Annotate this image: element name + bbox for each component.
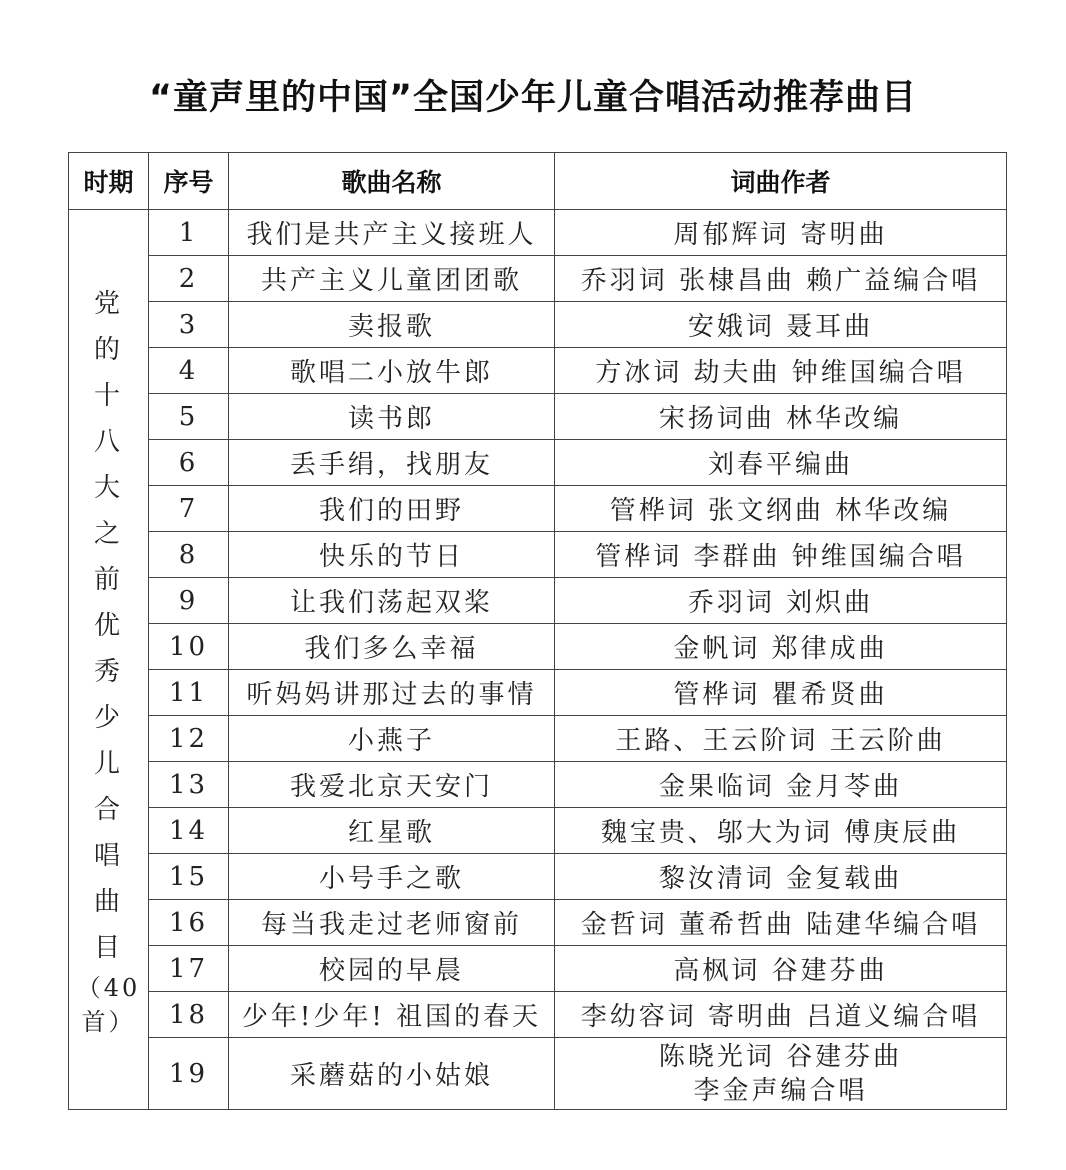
song-title: 卖报歌	[229, 302, 555, 348]
table-row	[69, 992, 1007, 1038]
row-number: 4	[149, 348, 229, 394]
row-number: 5	[149, 394, 229, 440]
song-author: 李幼容词 寄明曲 吕道义编合唱	[555, 992, 1007, 1038]
row-number: 1	[149, 210, 229, 256]
table-row	[69, 762, 1007, 808]
period-char: 优	[93, 610, 123, 641]
song-author: 金哲词 董希哲曲 陆建华编合唱	[555, 900, 1007, 946]
author-line: 陈晓光词 谷建芬曲	[658, 1041, 903, 1072]
row-number: 14	[149, 808, 229, 854]
header-number: 序号	[149, 153, 229, 210]
row-number: 9	[149, 578, 229, 624]
header-period: 时期	[69, 153, 149, 210]
song-author: 金果临词 金月苓曲	[555, 762, 1007, 808]
table-row	[69, 210, 1007, 256]
period-char: 秀	[93, 656, 123, 687]
song-author: 金帆词 郑律成曲	[555, 624, 1007, 670]
song-title: 少年!少年! 祖国的春天	[229, 992, 555, 1038]
song-title: 我们多么幸福	[229, 624, 555, 670]
period-char: 之	[93, 518, 123, 549]
row-number: 13	[149, 762, 229, 808]
song-author: 安娥词 聂耳曲	[555, 302, 1007, 348]
song-title: 我们是共产主义接班人	[229, 210, 555, 256]
period-char: 目	[93, 932, 123, 963]
song-author: 宋扬词曲 林华改编	[555, 394, 1007, 440]
header-row	[69, 153, 1007, 210]
song-title: 我爱北京天安门	[229, 762, 555, 808]
author-line: 李金声编合唱	[693, 1075, 868, 1106]
song-author: 周郁辉词 寄明曲	[555, 210, 1007, 256]
period-char: 唱	[93, 840, 123, 871]
song-title: 红星歌	[229, 808, 555, 854]
row-number: 10	[149, 624, 229, 670]
table-row	[69, 716, 1007, 762]
table-row	[69, 946, 1007, 992]
song-author	[555, 1038, 1007, 1110]
table-row	[69, 808, 1007, 854]
period-char: 党	[93, 288, 123, 319]
period-char: 十	[93, 380, 123, 411]
song-author: 魏宝贵、邬大为词 傅庚辰曲	[555, 808, 1007, 854]
period-char: 的	[93, 334, 123, 365]
song-author: 王路、王云阶词 王云阶曲	[555, 716, 1007, 762]
song-title: 快乐的节日	[229, 532, 555, 578]
page-title: “童声里的中国”全国少年儿童合唱活动推荐曲目	[148, 78, 917, 118]
song-author: 刘春平编曲	[555, 440, 1007, 486]
period-note: 首）	[81, 1007, 136, 1036]
song-title: 采蘑菇的小姑娘	[229, 1038, 555, 1110]
song-author: 乔羽词 刘炽曲	[555, 578, 1007, 624]
table-row	[69, 348, 1007, 394]
row-number: 11	[149, 670, 229, 716]
song-author: 乔羽词 张棣昌曲 赖广益编合唱	[555, 256, 1007, 302]
row-number: 16	[149, 900, 229, 946]
row-number: 3	[149, 302, 229, 348]
period-cell	[69, 210, 149, 1110]
song-author: 管桦词 张文纲曲 林华改编	[555, 486, 1007, 532]
song-author: 高枫词 谷建芬曲	[555, 946, 1007, 992]
period-char: 曲	[93, 886, 123, 917]
song-title: 每当我走过老师窗前	[229, 900, 555, 946]
table-row	[69, 624, 1007, 670]
header-author: 词曲作者	[555, 153, 1007, 210]
song-title: 小燕子	[229, 716, 555, 762]
song-author: 黎汝清词 金复载曲	[555, 854, 1007, 900]
period-char: 前	[93, 564, 123, 595]
table-row	[69, 854, 1007, 900]
row-number: 12	[149, 716, 229, 762]
song-title: 共产主义儿童团团歌	[229, 256, 555, 302]
song-title: 歌唱二小放牛郎	[229, 348, 555, 394]
row-number: 2	[149, 256, 229, 302]
song-title: 让我们荡起双桨	[229, 578, 555, 624]
period-char: 儿	[93, 748, 123, 779]
song-title: 丢手绢，找朋友	[229, 440, 555, 486]
period-char: 大	[93, 472, 123, 503]
song-author: 管桦词 瞿希贤曲	[555, 670, 1007, 716]
period-note: （40	[76, 973, 141, 1002]
row-number: 15	[149, 854, 229, 900]
song-title: 读书郎	[229, 394, 555, 440]
table-row	[69, 532, 1007, 578]
table-row	[69, 302, 1007, 348]
table-row	[69, 670, 1007, 716]
song-title: 听妈妈讲那过去的事情	[229, 670, 555, 716]
song-author: 方冰词 劫夫曲 钟维国编合唱	[555, 348, 1007, 394]
period-char: 少	[93, 702, 123, 733]
header-song: 歌曲名称	[229, 153, 555, 210]
row-number: 6	[149, 440, 229, 486]
song-author: 管桦词 李群曲 钟维国编合唱	[555, 532, 1007, 578]
row-number: 8	[149, 532, 229, 578]
table-row	[69, 256, 1007, 302]
table-row	[69, 486, 1007, 532]
period-char: 合	[93, 794, 123, 825]
row-number: 18	[149, 992, 229, 1038]
row-number: 19	[149, 1038, 229, 1110]
song-table	[68, 152, 1007, 1110]
table-row	[69, 900, 1007, 946]
table-row	[69, 1038, 1007, 1110]
table-row	[69, 578, 1007, 624]
period-char: 八	[93, 426, 123, 457]
song-title: 我们的田野	[229, 486, 555, 532]
row-number: 17	[149, 946, 229, 992]
song-title: 校园的早晨	[229, 946, 555, 992]
table-row	[69, 440, 1007, 486]
table-row	[69, 394, 1007, 440]
song-title: 小号手之歌	[229, 854, 555, 900]
row-number: 7	[149, 486, 229, 532]
